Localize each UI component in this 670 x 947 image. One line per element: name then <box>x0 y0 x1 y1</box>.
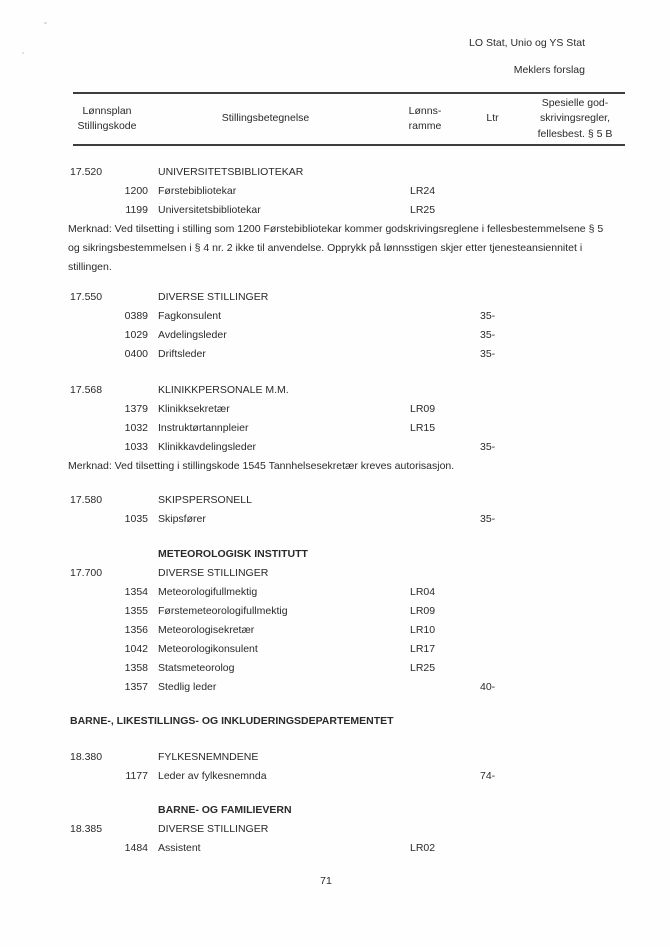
stillingsbetegnelse: Klinikksekretær <box>158 403 230 415</box>
ltr-value: 35- <box>480 348 496 360</box>
section-title: SKIPSPERSONELL <box>158 494 252 506</box>
section-title: FYLKESNEMNDENE <box>158 751 259 763</box>
table-row <box>70 182 670 201</box>
department-heading: BARNE-, LIKESTILLINGS- OG INKLUDERINGSDEPARTEMENTET <box>70 715 394 727</box>
ltr-value <box>480 419 670 438</box>
section-title: DIVERSE STILLINGER <box>158 823 269 835</box>
stillingsbetegnelse: Meteorologifullmektig <box>158 586 258 598</box>
ltr-value <box>480 659 670 678</box>
lonnsramme-value: LR15 <box>410 422 436 434</box>
merknad-line: Merknad: Ved tilsetting i stillingskode 1545 Tannhelsesekretær kreves autorisasjon. <box>68 460 455 472</box>
table-row <box>70 326 670 345</box>
stillingsbetegnelse: Stedlig leder <box>158 681 217 693</box>
table-row <box>70 307 670 326</box>
page-number: 71 <box>320 875 332 887</box>
stillingskode: 1356 <box>124 624 148 636</box>
lonnsplan-code: 17.568 <box>70 384 103 396</box>
group-heading-row <box>70 801 670 820</box>
ltr-value <box>480 602 670 621</box>
section-title: DIVERSE STILLINGER <box>158 567 269 579</box>
stillingskode: 1033 <box>124 441 148 453</box>
lonnsramme-value: LR25 <box>410 204 436 216</box>
lonnsramme-value: LR17 <box>410 643 436 655</box>
table-row <box>70 767 670 786</box>
lonnsplan-code: 17.700 <box>70 567 103 579</box>
lonnsramme-value: LR04 <box>410 586 436 598</box>
table-row <box>70 510 670 529</box>
lonnsramme-value <box>410 767 480 786</box>
section-header-row <box>70 163 670 182</box>
lonnsplan-code: 17.580 <box>70 494 103 506</box>
ltr-value: 35- <box>480 441 496 453</box>
table-row <box>70 621 670 640</box>
ltr-value <box>480 400 670 419</box>
ltr-value <box>480 201 670 220</box>
stillingskode: 1358 <box>124 662 148 674</box>
table-row <box>70 345 670 364</box>
stillingskode: 1354 <box>124 586 148 598</box>
stillingskode: 1032 <box>124 422 148 434</box>
ltr-value: 35- <box>480 329 496 341</box>
stillingsbetegnelse: Førstemeteorologifullmektig <box>158 605 288 617</box>
lonnsramme-value <box>410 326 480 345</box>
table-row <box>70 201 670 220</box>
section-title: UNIVERSITETSBIBLIOTEKAR <box>158 166 304 178</box>
lonnsramme-value: LR09 <box>410 403 436 415</box>
section-header-row <box>70 381 670 400</box>
lonnsramme-value <box>410 510 480 529</box>
merknad-line: Merknad: Ved tilsetting i stilling som 1200 Førstebibliotekar kommer godskrivingsreglene i fellesbestemmelsene § 5 <box>68 223 604 235</box>
table-row <box>70 438 670 457</box>
column-header-lonnsramme: Lønns- ramme <box>408 104 442 132</box>
stillingskode: 0400 <box>124 348 148 360</box>
ltr-value <box>480 182 670 201</box>
lonnsramme-value <box>410 678 480 697</box>
lonnsplan-code: 17.550 <box>70 291 103 303</box>
merknad-note <box>68 457 670 476</box>
stillingskode: 1379 <box>124 403 148 415</box>
lonnsplan-code: 18.380 <box>70 751 103 763</box>
document-header-parties: LO Stat, Unio og YS Stat <box>469 37 585 49</box>
column-header-stillingsbetegnelse: Stillingsbetegnelse <box>221 112 310 125</box>
group-heading: BARNE- OG FAMILIEVERN <box>158 804 292 816</box>
stillingsbetegnelse: Skipsfører <box>158 513 206 525</box>
table-row <box>70 602 670 621</box>
ltr-value: 40- <box>480 681 496 693</box>
lonnsplan-code: 17.520 <box>70 166 103 178</box>
section-header-row <box>70 564 670 583</box>
ltr-value: 35- <box>480 513 496 525</box>
group-heading-row <box>70 545 670 564</box>
merknad-line: og sikringsbestemmelsen i § 4 nr. 2 ikke til anvendelse. Opprykk på lønnsstigen skjer etter tjenesteansiennitet i <box>68 242 583 254</box>
stillingsbetegnelse: Fagkonsulent <box>158 310 222 322</box>
stillingsbetegnelse: Klinikkavdelingsleder <box>158 441 257 453</box>
table-row <box>70 583 670 602</box>
stillingskode: 1355 <box>124 605 148 617</box>
ltr-value <box>480 621 670 640</box>
section-title: KLINIKKPERSONALE M.M. <box>158 384 289 396</box>
ltr-value <box>480 640 670 659</box>
group-heading: METEOROLOGISK INSTITUTT <box>158 548 308 560</box>
scan-speck <box>22 52 24 54</box>
lonnsramme-value: LR02 <box>410 842 436 854</box>
lonnsramme-value <box>410 307 480 326</box>
table-row <box>70 419 670 438</box>
stillingsbetegnelse: Universitetsbibliotekar <box>158 204 261 216</box>
lonnsramme-value <box>410 345 480 364</box>
stillingsbetegnelse: Statsmeteorolog <box>158 662 235 674</box>
stillingsbetegnelse: Leder av fylkesnemnda <box>158 770 267 782</box>
section-title: DIVERSE STILLINGER <box>158 291 269 303</box>
stillingsbetegnelse: Instruktørtannpleier <box>158 422 249 434</box>
stillingsbetegnelse: Meteorologisekretær <box>158 624 255 636</box>
stillingskode: 1200 <box>124 185 148 197</box>
ltr-value <box>480 839 670 858</box>
lonnsramme-value <box>410 438 480 457</box>
section-header-row <box>70 748 670 767</box>
lonnsramme-value: LR09 <box>410 605 436 617</box>
section-header-row <box>70 491 670 510</box>
ltr-value: 74- <box>480 770 496 782</box>
table-row <box>70 640 670 659</box>
lonnsramme-value: LR10 <box>410 624 436 636</box>
ltr-value: 35- <box>480 310 496 322</box>
stillingskode: 1357 <box>124 681 148 693</box>
table-body <box>0 145 670 858</box>
stillingskode: 0389 <box>124 310 148 322</box>
table-row <box>70 839 670 858</box>
stillingskode: 1042 <box>124 643 148 655</box>
lonnsramme-value: LR25 <box>410 662 436 674</box>
merknad-note <box>68 220 670 277</box>
ltr-value <box>480 583 670 602</box>
scan-speck <box>44 22 47 24</box>
stillingskode: 1035 <box>124 513 148 525</box>
stillingskode: 1484 <box>124 842 148 854</box>
stillingsbetegnelse: Assistent <box>158 842 201 854</box>
document-header-title: Meklers forslag <box>513 64 585 76</box>
stillingsbetegnelse: Avdelingsleder <box>158 329 227 341</box>
table-row <box>70 400 670 419</box>
section-header-row <box>70 288 670 307</box>
table-header <box>73 92 625 146</box>
column-header-spesielle-regler: Spesielle god- skrivingsregler, fellesbest. § 5 B <box>537 96 613 140</box>
table-row <box>70 659 670 678</box>
stillingsbetegnelse: Driftsleder <box>158 348 206 360</box>
table-row <box>70 678 670 697</box>
merknad-line: stillingen. <box>68 261 112 273</box>
lonnsplan-code: 18.385 <box>70 823 103 835</box>
stillingskode: 1199 <box>125 204 148 216</box>
stillingsbetegnelse: Meteorologikonsulent <box>158 643 258 655</box>
column-header-lonnsplan: Lønnsplan Stillingskode <box>77 104 137 132</box>
column-header-ltr: Ltr <box>486 112 499 125</box>
stillingsbetegnelse: Førstebibliotekar <box>158 185 237 197</box>
lonnsramme-value: LR24 <box>410 185 436 197</box>
section-header-row <box>70 820 670 839</box>
stillingskode: 1029 <box>124 329 148 341</box>
stillingskode: 1177 <box>125 770 148 782</box>
